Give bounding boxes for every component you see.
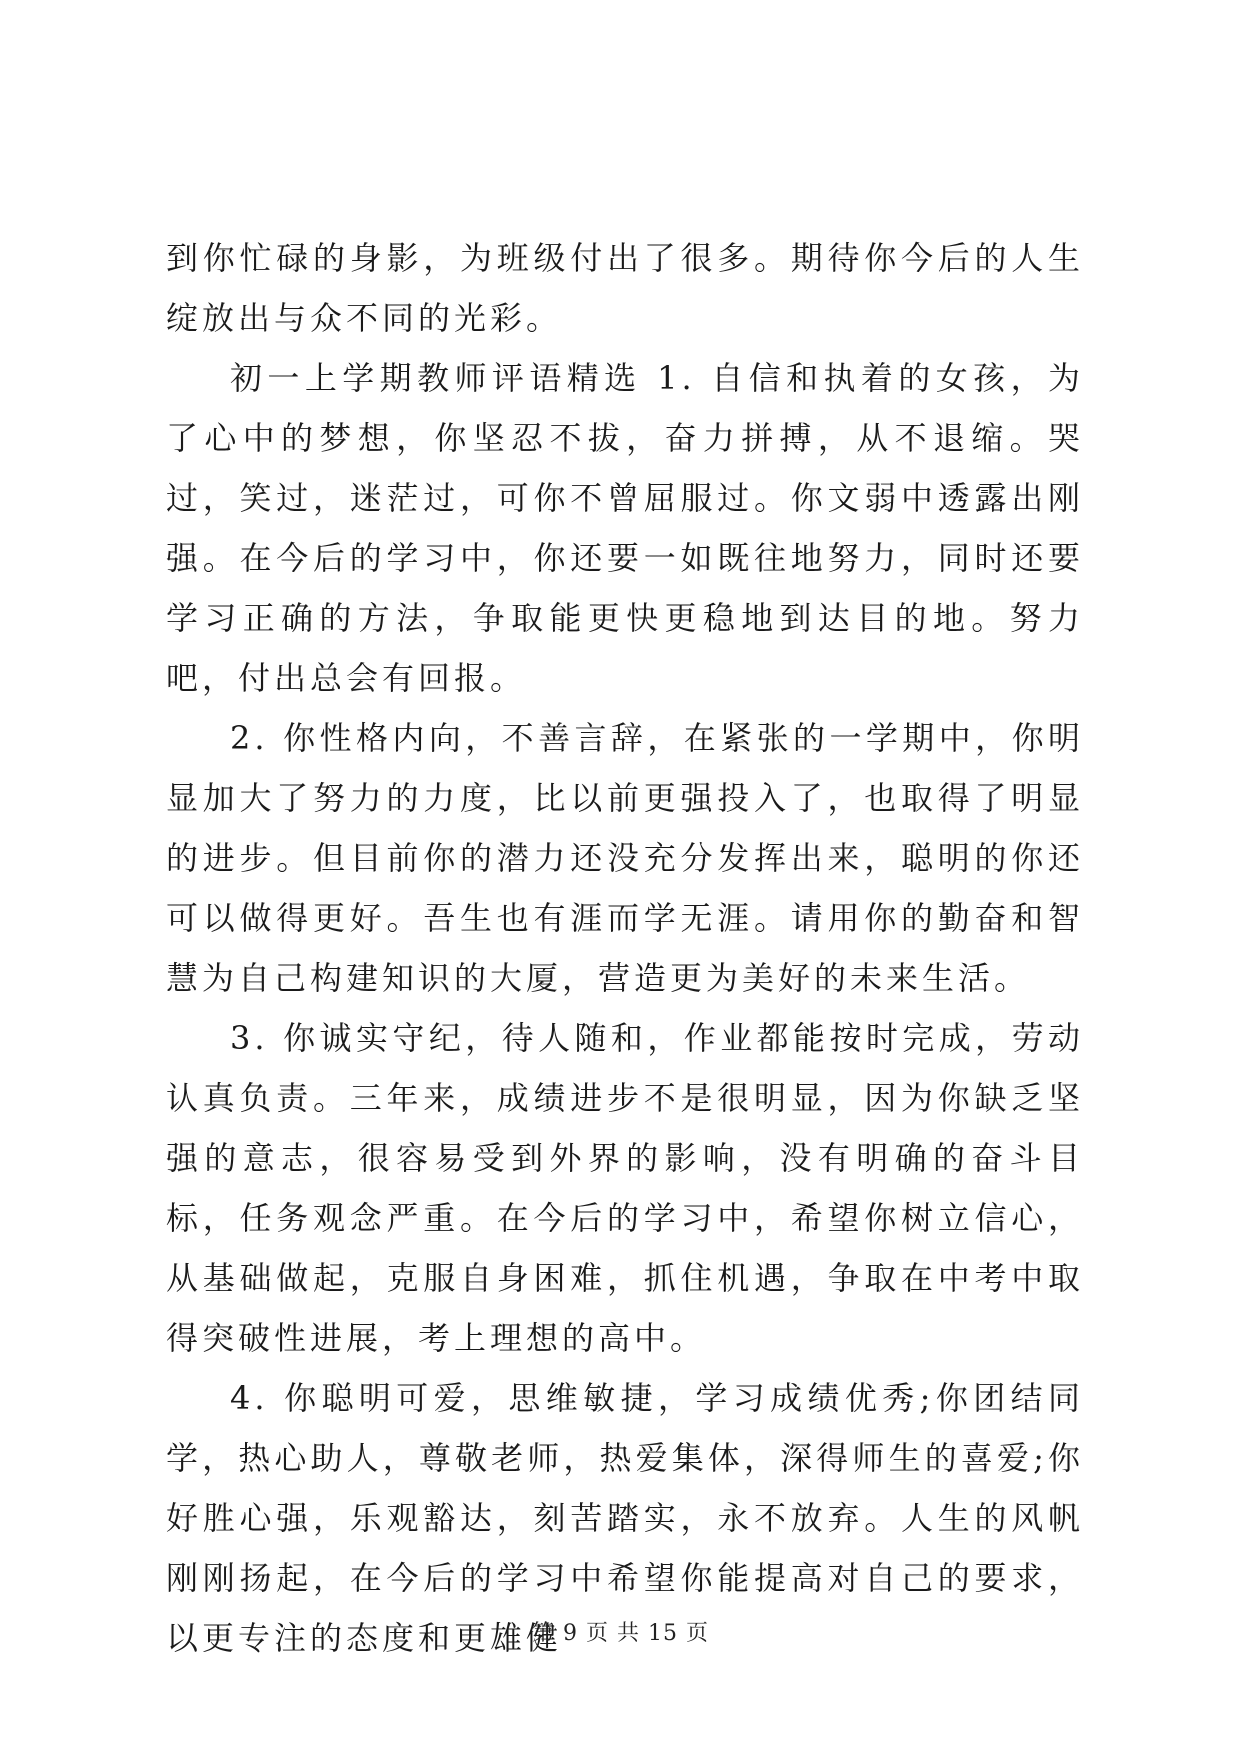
document-body bbox=[166, 228, 1084, 1668]
paragraph-comment-1: 初一上学期教师评语精选 1. 自信和执着的女孩，为了心中的梦想，你坚忍不拔，奋力拼搏，从不退缩。哭过，笑过，迷茫过，可你不曾屈服过。你文弱中透露出刚强。在今后的学习中，你还要一如既往地努力，同时还要学习正确的方法，争取能更快更稳地到达目的地。努力吧，付出总会有回报。 bbox=[166, 359, 1084, 697]
paragraph-comment-4: 4. 你聪明可爱，思维敏捷，学习成绩优秀;你团结同学，热心助人，尊敬老师，热爱集体，深得师生的喜爱;你好胜心强，乐观豁达，刻苦踏实，永不放弃。人生的风帆刚刚扬起，在今后的学习中希望你能提高对自己的要求，以更专注的态度和更雄健 bbox=[166, 1379, 1084, 1657]
paragraph-comment-3: 3. 你诚实守纪，待人随和，作业都能按时完成，劳动认真负责。三年来，成绩进步不是很明显，因为你缺乏坚强的意志，很容易受到外界的影响，没有明确的奋斗目标，任务观念严重。在今后的学习中，希望你树立信心，从基础做起，克服自身困难，抓住机遇，争取在中考中取得突破性进展，考上理想的高中。 bbox=[166, 1019, 1084, 1357]
paragraph-continued: 到你忙碌的身影，为班级付出了很多。期待你今后的人生绽放出与众不同的光彩。 bbox=[166, 239, 1084, 337]
paragraph-comment-2: 2. 你性格内向，不善言辞，在紧张的一学期中，你明显加大了努力的力度，比以前更强投入了，也取得了明显的进步。但目前你的潜力还没充分发挥出来，聪明的你还可以做得更好。吾生也有涯而学无涯。请用你的勤奋和智慧为自己构建知识的大厦，营造更为美好的未来生活。 bbox=[166, 719, 1084, 997]
page-number-footer: 第 9 页 共 15 页 bbox=[532, 1621, 709, 1646]
